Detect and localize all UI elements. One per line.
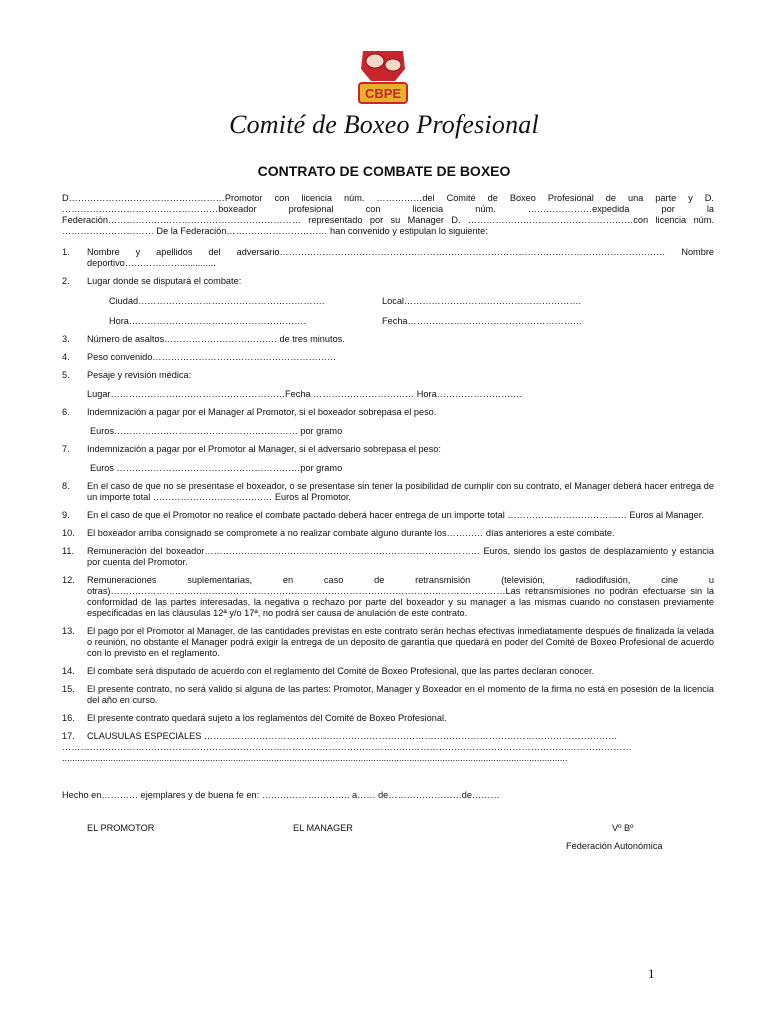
clause-2 bbox=[62, 276, 714, 327]
signature-block bbox=[62, 823, 714, 863]
logo-glove-right bbox=[385, 59, 401, 71]
hora-field: Hora…………………………………………………. bbox=[109, 316, 307, 326]
clause-text: El combate será disputado de acuerdo con el reglamento del Comité de Boxeo Profesional, que las partes declaran conocer. bbox=[87, 666, 595, 676]
clause-number: 1. bbox=[62, 247, 70, 257]
promotor-signature-label: EL PROMOTOR bbox=[87, 823, 155, 833]
clause-number: 9. bbox=[62, 510, 70, 520]
clause-text: Nombre y apellidos del adversario……………………………………………………………………………………………………………… Nombre deportivo……………….............. bbox=[87, 247, 714, 268]
clause-number: 15. bbox=[62, 684, 75, 694]
clause-11 bbox=[62, 546, 714, 568]
clause-10 bbox=[62, 528, 714, 539]
clause-6-content bbox=[87, 407, 714, 437]
clause-5-content bbox=[87, 370, 714, 400]
clause-text: Lugar donde se disputará el combate: bbox=[87, 276, 242, 286]
clause-number: 3. bbox=[62, 334, 70, 344]
euros-field: Euros…………………………………………………… por gramo bbox=[90, 426, 343, 436]
clause-4 bbox=[62, 352, 714, 363]
clause-3 bbox=[62, 334, 714, 345]
clause-number: 2. bbox=[62, 276, 70, 286]
euros-field: Euros ……………………………………………………por gramo bbox=[90, 463, 343, 473]
clause-text: El pago por el Promotor al Manager, de las cantidades previstas en este contrato serán hechas efectivas inmediatamente después de finalizada la velada o reunión, no obstante el Manager podrá exigir la entrega de un deposito de garantía que quedará en poder del Comité de Boxeo Profesional de acuerdo con lo previsto en el reglamento. bbox=[87, 626, 714, 658]
pesaje-fields: Lugar…………………………………………………Fecha …………………………… Hora………………………. bbox=[87, 389, 522, 399]
brand-title: Comité de Boxeo Profesional bbox=[229, 110, 539, 139]
clause-13 bbox=[62, 626, 714, 659]
clause-number: 12. bbox=[62, 575, 75, 585]
clause-text: El boxeador arriba consignado se compromete a no realizar combate alguno durante los………… días anteriores a este combate. bbox=[87, 528, 615, 538]
clause-2-content bbox=[87, 276, 714, 327]
clause-number: 8. bbox=[62, 481, 70, 491]
hecho-en-line: Hecho en………… ejemplares y de buena fe en: ……………………….. a…… de……………………de……… bbox=[62, 790, 500, 800]
clause-15 bbox=[62, 684, 714, 706]
clause-12 bbox=[62, 575, 714, 619]
clause-text: En el caso de que no se presentase el boxeador, o se presentase sin tener la posibilidad de cumplir con su contrato, el Manager deberá hacer entrega de un importe total ………………………………… Euros al Promotor. bbox=[87, 481, 714, 502]
clause-text: Remuneración del boxeador……………………………………………………………………………… Euros, siendo los gastos de desplazamiento y estancia por cuenta del Promotor. bbox=[87, 546, 714, 567]
fecha-field: Fecha………………………………………………… bbox=[382, 316, 583, 326]
cbpe-logo bbox=[349, 45, 417, 111]
clause-number: 7. bbox=[62, 444, 70, 454]
clause-text: El presente contrato, no será valido si alguna de las partes: Promotor, Manager y Boxeador en el momento de la firma no está en posesión de la licencia del año en curso. bbox=[87, 684, 714, 705]
federacion-label: Federación Autonómica bbox=[566, 841, 663, 851]
clause-text: Remuneraciones suplementarias, en caso de retransmisión (televisión, radiodifusión, cine u otras)…………………………………………………………………………………………………………………Las retransmisiones no podrán efectuarse sin la conformidad de las partes interesadas, la negativa o rechazo por parte del boxeador y su manager a las mismas cuando no constasen previamente especificadas en las cláusulas 12ª y/o 17ª, no podrá ser causa de anulación de este contrato. bbox=[87, 575, 714, 618]
clause-16 bbox=[62, 713, 714, 724]
clause-text: Indemnización a pagar por el Promotor al Manager, si el adversario sobrepasa el peso: bbox=[87, 444, 441, 454]
clause-number: 4. bbox=[62, 352, 70, 362]
logo-text: CBPE bbox=[364, 86, 402, 101]
clause-9 bbox=[62, 510, 714, 521]
clause-text: Número de asaltos………………………………. de tres minutos. bbox=[87, 334, 345, 344]
especiales-line-2: …………………………………………………………………………………………………………………………………………………………………… bbox=[62, 742, 632, 752]
clause-number: 14. bbox=[62, 666, 75, 676]
local-field: Local…………………………………………………. bbox=[382, 296, 582, 306]
manager-signature-label: EL MANAGER bbox=[293, 823, 353, 833]
clause-2-row-2 bbox=[109, 316, 714, 327]
clause-number: 10. bbox=[62, 528, 75, 538]
clause-2-row-1 bbox=[109, 296, 714, 307]
clause-7 bbox=[62, 444, 714, 474]
document-title: CONTRATO DE COMBATE DE BOXEO bbox=[257, 163, 511, 179]
clause-number: 17. bbox=[62, 731, 75, 741]
clause-text: El presente contrato quedará sujeto a los reglamentos del Comité de Boxeo Profesional. bbox=[87, 713, 447, 723]
clause-number: 11. bbox=[62, 546, 75, 556]
clause-number: 5. bbox=[62, 370, 70, 380]
clause-number: 13. bbox=[62, 626, 75, 636]
clause-text: Pesaje y revisión médica: bbox=[87, 370, 192, 380]
clause-14 bbox=[62, 666, 714, 677]
clause-text: CLAUSULAS ESPECIALES ……………………………………………………………………………………………………………………… bbox=[87, 731, 618, 741]
clause-text: Indemnización a pagar por el Manager al Promotor, si el boxeador sobrepasa el peso. bbox=[87, 407, 437, 417]
contract-body bbox=[62, 193, 714, 863]
clause-7-content bbox=[87, 444, 714, 474]
vobo-label: Vº Bº bbox=[612, 823, 634, 833]
clause-text: En el caso de que el Promotor no realice el combate pactado deberá hacer entrega de un importe total ………………………………… Euros al Manager. bbox=[87, 510, 704, 520]
logo-glove-left bbox=[366, 54, 384, 68]
clause-17 bbox=[62, 731, 714, 764]
clause-text: Peso convenido…………………………………………………… bbox=[87, 352, 337, 362]
page-number: 1 bbox=[648, 966, 655, 981]
clause-8 bbox=[62, 481, 714, 503]
clause-5 bbox=[62, 370, 714, 400]
clause-1 bbox=[62, 247, 714, 269]
clause-number: 16. bbox=[62, 713, 75, 723]
contract-intro: D……………………………………………Promotor con licencia núm. ……………del Comité de Boxeo Profesional de una parte y D. ……………………………………………boxeador profesional con licencia núm. …………………expedida por la Federación……………………………………………………… representado por su Manager D. ………………………………………………con licencia núm. ………………………… De la Federación…………………………… han convenido y estipulan lo siguiente: bbox=[62, 193, 714, 236]
especiales-line-3: ...................................................................................................................................................................................................... bbox=[62, 753, 568, 763]
ciudad-field: Ciudad……………………………………………………. bbox=[109, 296, 325, 306]
clause-number: 6. bbox=[62, 407, 70, 417]
clause-6 bbox=[62, 407, 714, 437]
